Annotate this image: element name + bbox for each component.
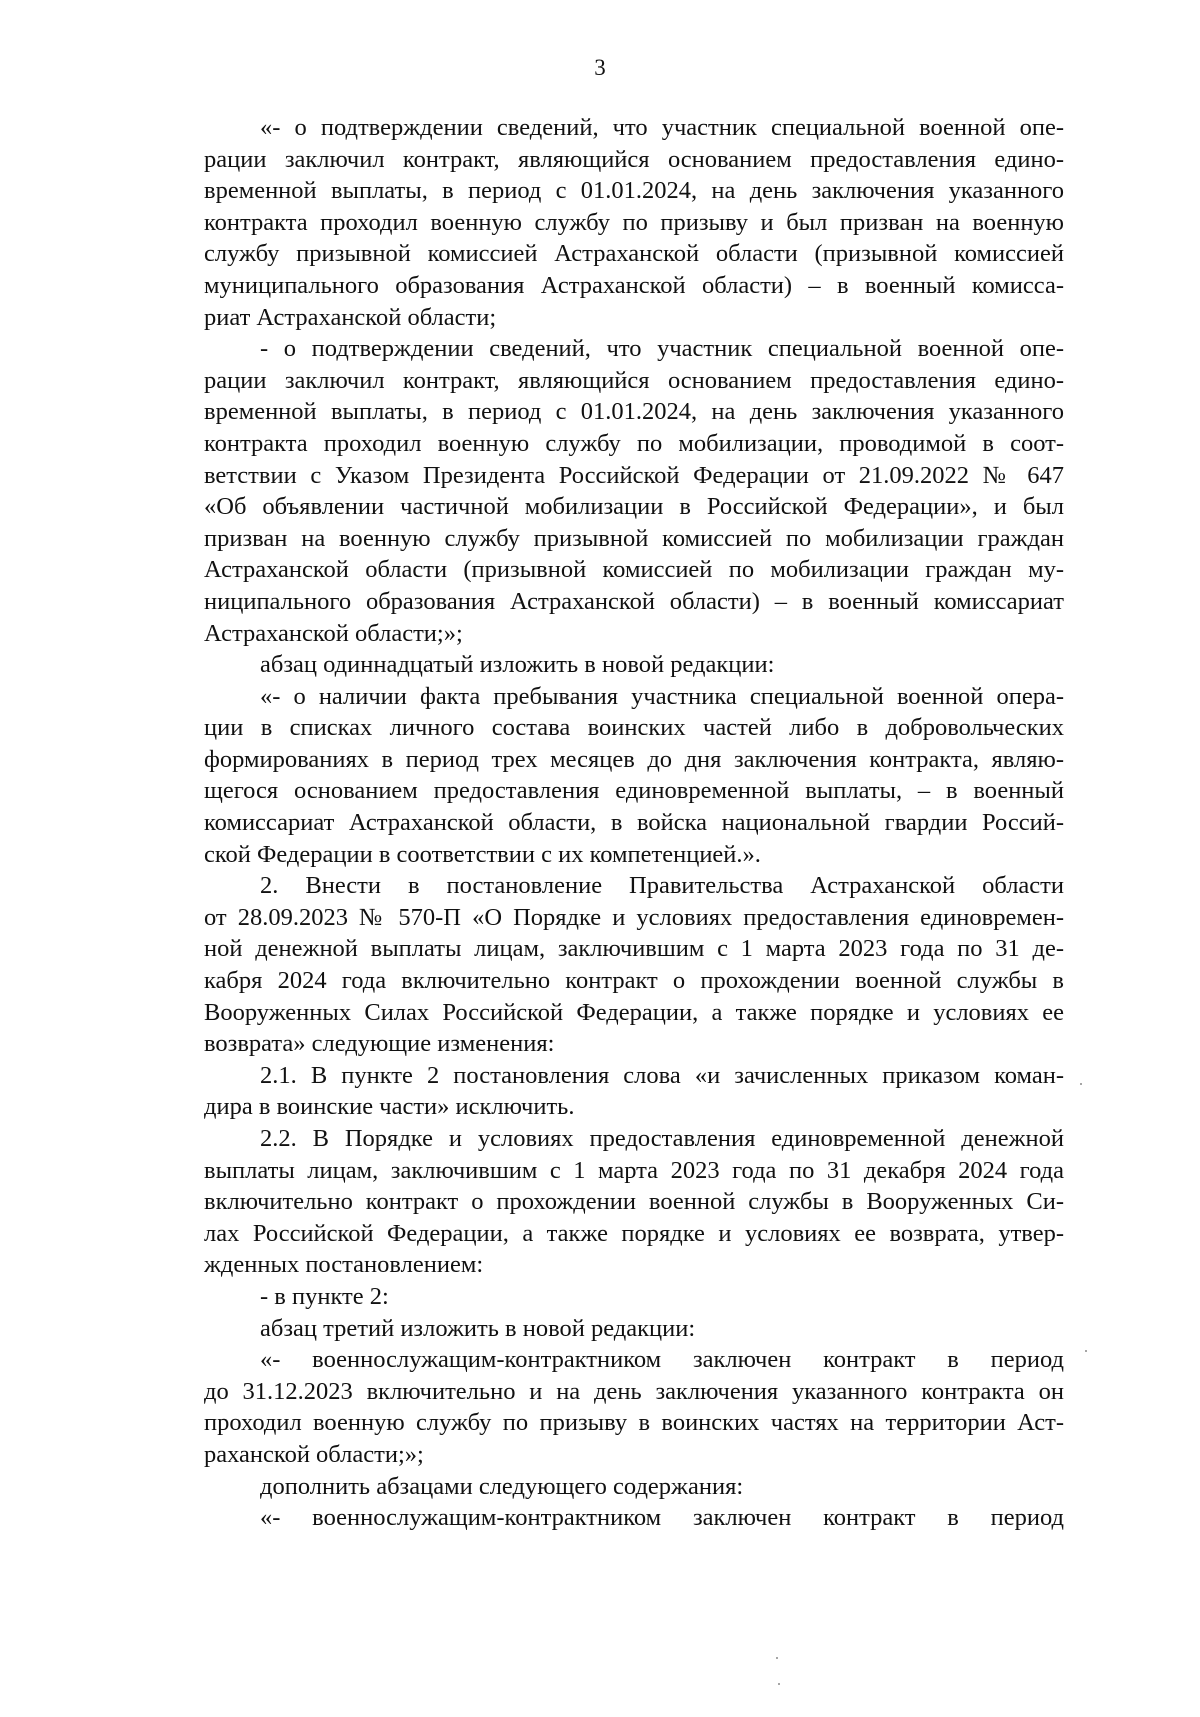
text-line: контракта проходил военную службу по призыву и был призван на военную <box>204 208 1064 236</box>
text-line: раханской области;»; <box>204 1440 424 1468</box>
text-line: от 28.09.2023 № 570-П «О Порядке и условиях предоставления единовремен- <box>204 903 1064 931</box>
text-line: Вооруженных Силах Российской Федерации, а также порядке и условиях ее <box>204 998 1064 1026</box>
scan-speck <box>776 1657 778 1659</box>
text-line: «- военнослужащим-контрактником заключен контракт в период <box>260 1504 1064 1532</box>
text-line: - о подтверждении сведений, что участник специальной военной опе- <box>260 335 1064 363</box>
text-line: до 31.12.2023 включительно и на день заключения указанного контракта он <box>204 1377 1064 1405</box>
text-line: ной денежной выплаты лицам, заключившим с 1 марта 2023 года по 31 де- <box>204 935 1064 963</box>
scan-speck <box>1080 1083 1082 1085</box>
text-line: муниципального образования Астраханской области) – в военный комисса- <box>204 271 1064 299</box>
text-line: временной выплаты, в период с 01.01.2024, на день заключения указанного <box>204 177 1064 205</box>
text-line: «- о наличии факта пребывания участника специальной военной опера- <box>260 682 1064 710</box>
text-line: возврата» следующие изменения: <box>204 1030 555 1058</box>
text-line: комиссариат Астраханской области, в войска национальной гвардии Россий- <box>204 809 1064 837</box>
text-line: 2. Внести в постановление Правительства Астраханской области <box>260 872 1064 900</box>
text-line: рации заключил контракт, являющийся основанием предоставления едино- <box>204 366 1064 394</box>
text-line: - в пункте 2: <box>260 1282 389 1310</box>
text-line: временной выплаты, в период с 01.01.2024, на день заключения указанного <box>204 398 1064 426</box>
text-line: жденных постановлением: <box>204 1251 484 1279</box>
text-line: абзац одиннадцатый изложить в новой редакции: <box>260 651 775 679</box>
text-line: дополнить абзацами следующего содержания: <box>260 1472 744 1500</box>
text-line: ветствии с Указом Президента Российской Федерации от 21.09.2022 № 647 <box>204 461 1064 489</box>
text-line: Астраханской области;»; <box>204 619 463 647</box>
page-number: 3 <box>594 55 606 80</box>
text-line: призван на военную службу призывной комиссией по мобилизации граждан <box>204 524 1064 552</box>
text-line: службу призывной комиссией Астраханской области (призывной комиссией <box>204 240 1064 268</box>
scan-speck <box>1085 1350 1087 1352</box>
text-line: дира в воинские части» исключить. <box>204 1093 575 1121</box>
scan-speck <box>778 1683 780 1685</box>
text-line: 2.2. В Порядке и условиях предоставления единовременной денежной <box>260 1125 1064 1152</box>
text-line: кабря 2024 года включительно контракт о прохождении военной службы в <box>204 967 1064 995</box>
text-line: лах Российской Федерации, а также порядке и условиях ее возврата, утвер- <box>204 1219 1064 1247</box>
text-line: рации заключил контракт, являющийся основанием предоставления едино- <box>204 145 1064 173</box>
document-body <box>204 112 1064 1534</box>
text-line: ской Федерации в соответствии с их компетенцией.». <box>204 840 761 868</box>
text-line: Астраханской области (призывной комиссией по мобилизации граждан му- <box>204 556 1064 584</box>
text-line: щегося основанием предоставления единовременной выплаты, – в военный <box>204 777 1064 805</box>
text-line: «- военнослужащим-контрактником заключен контракт в период <box>260 1346 1064 1374</box>
text-line: абзац третий изложить в новой редакции: <box>260 1314 696 1342</box>
text-line: формированиях в период трех месяцев до дня заключения контракта, являю- <box>204 745 1064 773</box>
text-line: ции в списках личного состава воинских частей либо в добровольческих <box>204 714 1064 742</box>
text-line: «Об объявлении частичной мобилизации в Российской Федерации», и был <box>204 493 1064 521</box>
text-line: выплаты лицам, заключившим с 1 марта 2023 года по 31 декабря 2024 года <box>204 1156 1064 1184</box>
text-line: включительно контракт о прохождении военной службы в Вооруженных Си- <box>204 1188 1064 1216</box>
text-line: 2.1. В пункте 2 постановления слова «и зачисленных приказом коман- <box>260 1061 1064 1089</box>
text-line: риат Астраханской области; <box>204 303 497 331</box>
text-line: проходил военную службу по призыву в воинских частях на территории Аст- <box>204 1409 1064 1437</box>
text-line: контракта проходил военную службу по мобилизации, проводимой в соот- <box>204 429 1064 457</box>
text-line: «- о подтверждении сведений, что участник специальной военной опе- <box>260 114 1064 141</box>
text-line: ниципального образования Астраханской области) – в военный комиссариат <box>204 587 1064 615</box>
